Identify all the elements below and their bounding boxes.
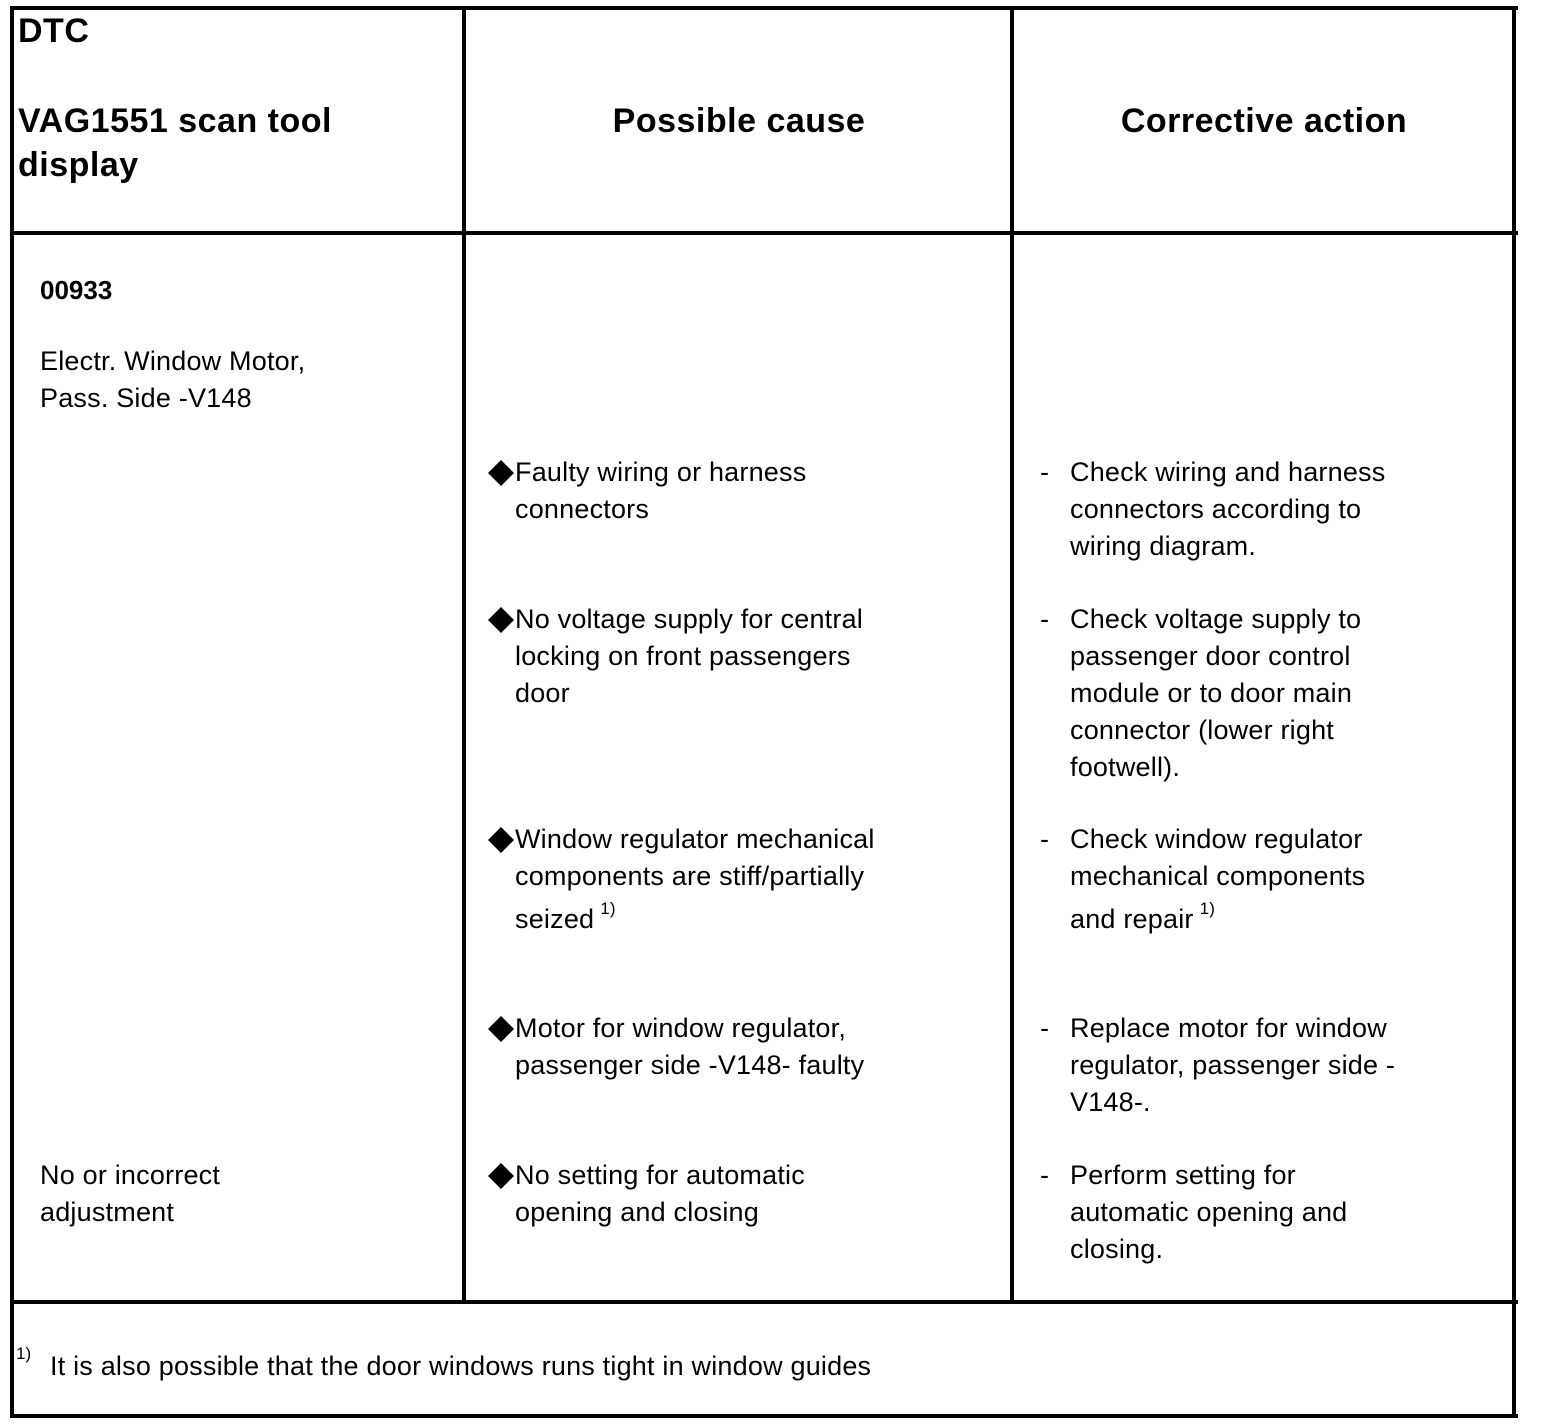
header-scan-tool-display: VAG1551 scan tool <box>18 102 332 140</box>
diamond-bullet-icon <box>487 821 515 858</box>
dash-marker: - <box>1040 604 1049 634</box>
dtc-secondary-line-2: adjustment <box>40 1197 175 1227</box>
action-line: Check window regulator <box>1070 824 1363 854</box>
header-display: display <box>18 146 139 184</box>
footnote-text: It is also possible that the door windows runs tight in window guides <box>50 1351 872 1381</box>
cause-line: opening and closing <box>515 1197 759 1227</box>
cause-text <box>515 1010 864 1084</box>
table-border-top <box>10 6 1518 10</box>
diamond-bullet-icon <box>487 1010 515 1047</box>
dtc-description-line-1: Electr. Window Motor, <box>40 346 306 376</box>
dash-marker: - <box>1040 457 1049 487</box>
diamond-bullet-icon <box>487 454 515 491</box>
column-divider-1 <box>462 6 466 1304</box>
table-border-right <box>1512 6 1516 1418</box>
table-border-bottom <box>10 1414 1518 1418</box>
cause-text <box>515 454 806 528</box>
cause-item <box>487 821 875 938</box>
action-line: wiring diagram. <box>1070 531 1257 561</box>
footnote-divider <box>10 1300 1518 1304</box>
action-line: passenger door control <box>1070 641 1351 671</box>
cause-line: Faulty wiring or harness <box>515 457 807 487</box>
action-text <box>1070 601 1361 786</box>
cause-line-with-footnote <box>515 901 875 938</box>
column-divider-2 <box>1010 6 1014 1304</box>
dash-marker: - <box>1040 1160 1049 1190</box>
footnote-reference: 1) <box>600 899 616 918</box>
header-dtc: DTC <box>18 12 90 50</box>
cause-line: seized <box>515 904 595 934</box>
action-line: regulator, passenger side - <box>1070 1050 1396 1080</box>
cause-item <box>487 1010 864 1084</box>
cause-text <box>515 1157 805 1231</box>
dash-marker: - <box>1040 824 1049 854</box>
action-line: Replace motor for window <box>1070 1013 1387 1043</box>
cause-line: locking on front passengers <box>515 641 851 671</box>
cause-item <box>487 1157 805 1231</box>
dtc-description-line-2: Pass. Side -V148 <box>40 383 252 413</box>
table-border-left <box>10 6 14 1418</box>
action-line: Check wiring and harness <box>1070 457 1386 487</box>
cause-text <box>515 821 875 938</box>
action-line: connector (lower right <box>1070 715 1335 745</box>
action-item <box>1040 1157 1347 1268</box>
cause-text <box>515 601 863 712</box>
action-text <box>1070 1010 1395 1121</box>
header-corrective-action: Corrective action <box>1120 102 1408 140</box>
cause-item <box>487 454 806 528</box>
header-divider <box>10 231 1518 235</box>
dash-marker: - <box>1040 1013 1049 1043</box>
footnote-reference: 1) <box>1199 899 1216 918</box>
action-item <box>1040 454 1385 565</box>
header-possible-cause: Possible cause <box>612 102 866 140</box>
dtc-secondary-line-1: No or incorrect <box>40 1160 221 1190</box>
action-line-with-footnote <box>1070 901 1365 938</box>
cause-item <box>487 601 863 712</box>
action-item <box>1040 821 1365 938</box>
action-line: Perform setting for <box>1070 1160 1296 1190</box>
dtc-code: 00933 <box>40 275 113 305</box>
cause-line: No setting for automatic <box>515 1160 805 1190</box>
action-text <box>1070 454 1385 565</box>
cause-line: passenger side -V148- faulty <box>515 1050 865 1080</box>
action-line: mechanical components <box>1070 861 1366 891</box>
action-line: automatic opening and <box>1070 1197 1348 1227</box>
diamond-bullet-icon <box>487 601 515 638</box>
action-line: footwell). <box>1070 752 1181 782</box>
cause-line: Window regulator mechanical <box>515 824 875 854</box>
action-text <box>1070 1157 1347 1268</box>
action-line: and repair <box>1070 904 1194 934</box>
footnote-mark: 1) <box>16 1344 32 1363</box>
cause-line: door <box>515 678 570 708</box>
action-line: module or to door main <box>1070 678 1353 708</box>
action-line: V148-. <box>1070 1087 1151 1117</box>
action-text <box>1070 821 1365 938</box>
action-item <box>1040 601 1361 786</box>
cause-line: Motor for window regulator, <box>515 1013 847 1043</box>
action-item <box>1040 1010 1395 1121</box>
action-line: connectors according to <box>1070 494 1362 524</box>
cause-line: connectors <box>515 494 650 524</box>
action-line: Check voltage supply to <box>1070 604 1362 634</box>
action-line: closing. <box>1070 1234 1164 1264</box>
diamond-bullet-icon <box>487 1157 515 1194</box>
cause-line: components are stiff/partially <box>515 861 865 891</box>
cause-line: No voltage supply for central <box>515 604 863 634</box>
